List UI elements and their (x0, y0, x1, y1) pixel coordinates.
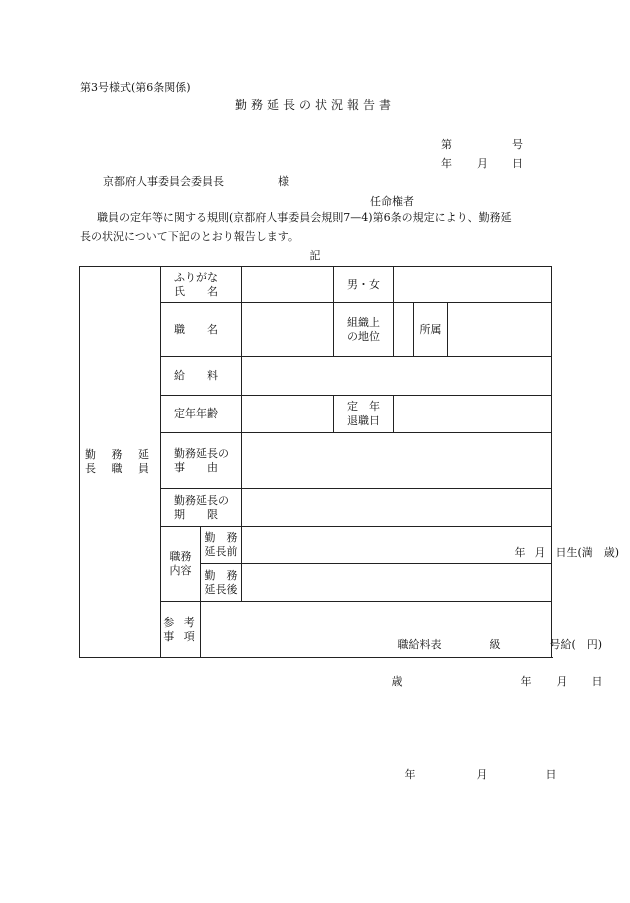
extension-reason-input-cell[interactable] (242, 433, 552, 489)
employee-group-label: 勤 務 延 長 職 員 (80, 267, 161, 658)
addressee-honorific: 様 (278, 175, 289, 188)
position-input-cell[interactable] (242, 303, 334, 357)
name-input-cell[interactable] (242, 267, 334, 303)
salary-label: 給 料 (161, 357, 242, 396)
form-number: 第3号様式(第6条関係) (80, 81, 191, 94)
appointer: 任命権者 (370, 195, 414, 208)
date-day: 日 (512, 157, 523, 170)
after-extension-input-cell[interactable] (242, 564, 552, 602)
before-extension-input-cell[interactable] (242, 527, 552, 564)
retirement-age-input-cell[interactable]: 歳 (242, 396, 334, 433)
number-go: 号 (512, 138, 523, 151)
position-label: 職 名 (161, 303, 242, 357)
remarks-label: 参 考 事 項 (161, 602, 201, 658)
retirement-date-input-cell[interactable]: 年 月 日 (394, 396, 552, 433)
date-year: 年 (441, 157, 452, 170)
extension-period-label: 勤務延長の 期 限 (161, 489, 242, 527)
after-extension-label: 勤 務 延長後 (201, 564, 242, 602)
body-paragraph-line2: 長の状況について下記のとおり報告します。 (80, 230, 299, 243)
birth-date-cell[interactable]: 年 月 日生(満 歳) (394, 267, 552, 303)
salary-input-cell[interactable]: 職給料表 級 号給( 円) (242, 357, 552, 396)
gender-cell[interactable]: 男・女 (334, 267, 394, 303)
report-form-table (79, 266, 620, 781)
date-month: 月 (477, 157, 488, 170)
document-title: 勤務延長の状況報告書 (234, 98, 395, 112)
retirement-age-label: 定年年齢 (161, 396, 242, 433)
ki-heading: 記 (309, 249, 321, 262)
body-paragraph-line1: 職員の定年等に関する規則(京都府人事委員会規則7—4)第6条の規定により、勤務延 (97, 211, 512, 224)
org-position-label: 組織上 の地位 (334, 303, 394, 357)
name-label: ふりがな 氏 名 (161, 267, 242, 303)
retirement-date-label: 定 年 退職日 (334, 396, 394, 433)
extension-reason-label: 勤務延長の 事 由 (161, 433, 242, 489)
org-position-input-cell[interactable] (394, 303, 414, 357)
before-extension-label: 勤 務 延長前 (201, 527, 242, 564)
number-dai: 第 (441, 138, 452, 151)
affiliation-input-cell[interactable] (448, 303, 552, 357)
extension-period-input-cell[interactable]: 年 月 日 (242, 489, 552, 527)
duty-content-label: 職務 内容 (161, 527, 201, 602)
affiliation-label: 所属 (414, 303, 448, 357)
addressee: 京都府人事委員会委員長 (103, 175, 224, 188)
